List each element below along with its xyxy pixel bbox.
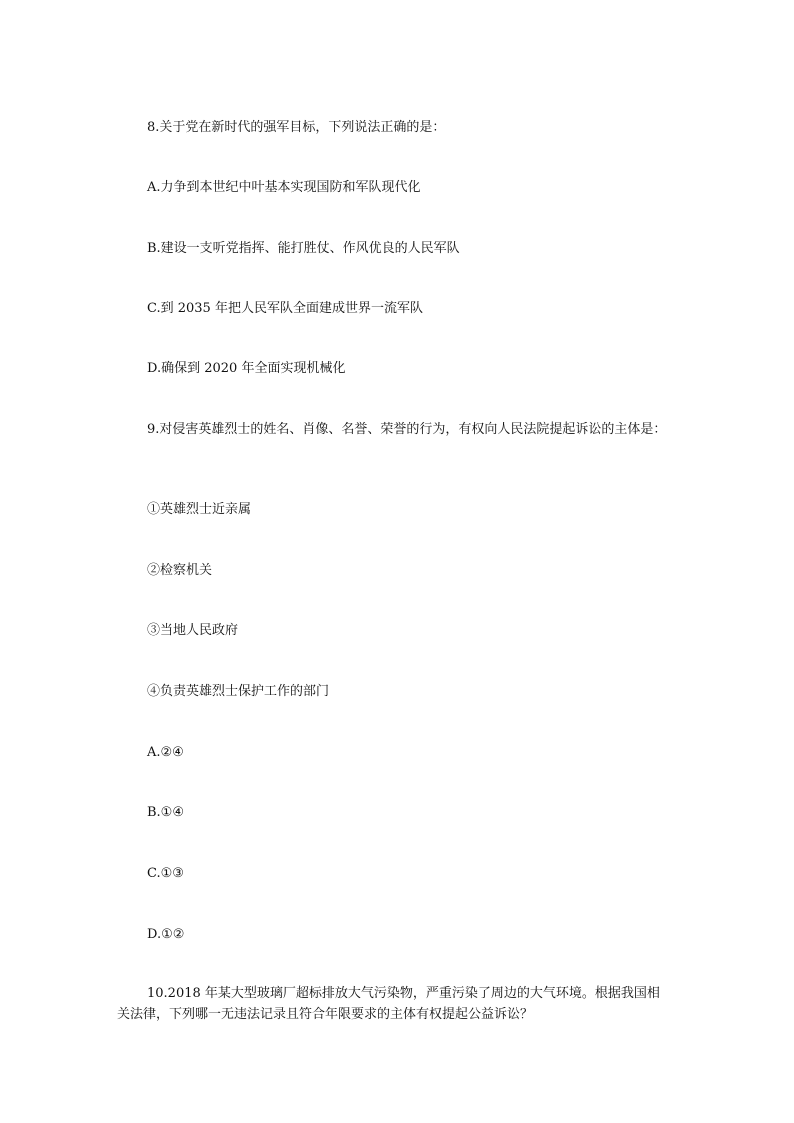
question-9-item-1: ①英雄烈士近亲属 bbox=[147, 502, 252, 517]
question-10-stem: 10.2018 年某大型玻璃厂超标排放大气污染物，严重污染了周边的大气环境。根据我国相关法律，下列哪一无违法记录且符合年限要求的主体有权提起公益诉讼？ bbox=[117, 986, 660, 1022]
question-9-option-b: B.①④ bbox=[147, 805, 184, 820]
question-9-item-2: ②检察机关 bbox=[147, 563, 213, 578]
question-9-option-d: D.①② bbox=[147, 927, 185, 942]
question-9-item-4: ④负责英雄烈士保护工作的部门 bbox=[147, 684, 330, 699]
question-9-item-3: ③当地人民政府 bbox=[147, 623, 239, 638]
question-8-option-c: C.到 2035 年把人民军队全面建成世界一流军队 bbox=[147, 301, 423, 316]
question-8-option-a: A.力争到本世纪中叶基本实现国防和军队现代化 bbox=[147, 180, 421, 195]
question-8-stem: 8.关于党在新时代的强军目标，下列说法正确的是： bbox=[147, 120, 446, 135]
question-8-option-b: B.建设一支听党指挥、能打胜仗、作风优良的人民军队 bbox=[147, 241, 460, 256]
question-9-option-a: A.②④ bbox=[147, 745, 184, 760]
question-9-stem: 9.对侵害英雄烈士的姓名、肖像、名誉、荣誉的行为，有权向人民法院提起诉讼的主体是： bbox=[147, 422, 667, 437]
question-9-option-c: C.①③ bbox=[147, 866, 184, 881]
question-8-option-d: D.确保到 2020 年全面实现机械化 bbox=[147, 361, 346, 376]
